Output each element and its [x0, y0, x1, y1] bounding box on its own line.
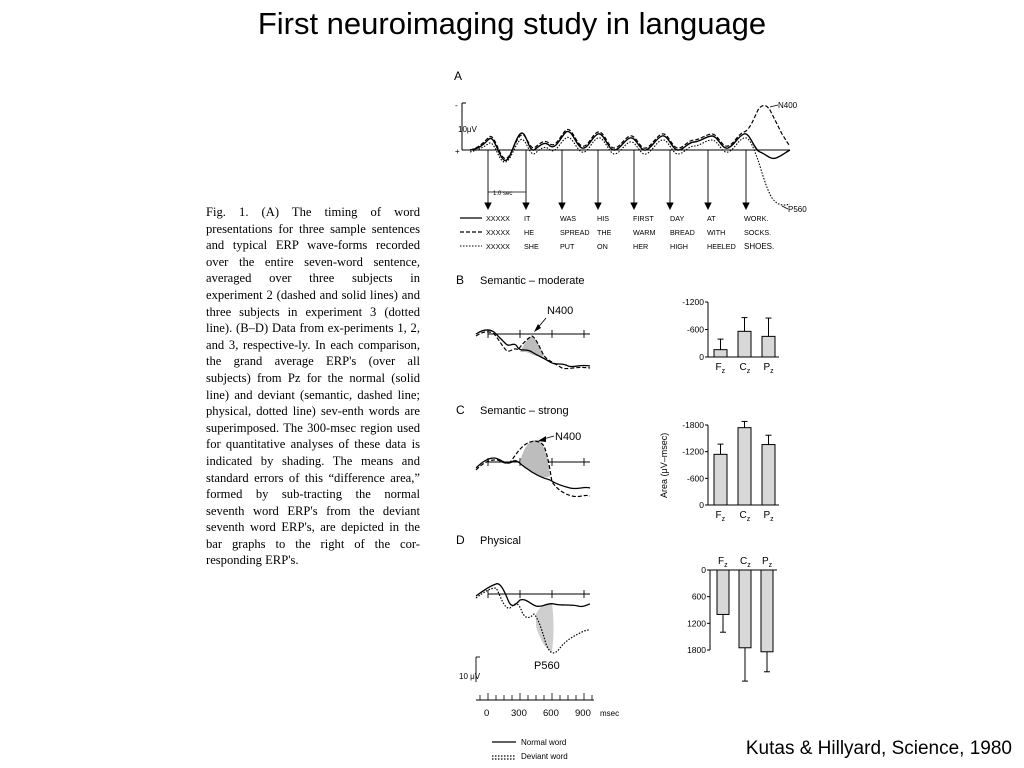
panel-d-title: Physical — [480, 535, 521, 547]
erp-tick-600: 600 — [543, 708, 559, 719]
word-onset-arrows — [485, 150, 749, 209]
svg-text:FIRST: FIRST — [633, 214, 654, 223]
svg-text:SPREAD: SPREAD — [560, 228, 590, 237]
area-axis-label: Area (μV–msec) — [659, 432, 669, 498]
svg-text:HER: HER — [633, 242, 649, 251]
erp-scale-label: 10 μV — [459, 672, 481, 681]
bar-tick-label: 0 — [699, 500, 704, 510]
svg-text:HIGH: HIGH — [670, 242, 688, 251]
legend-normal-word: Normal word — [521, 738, 567, 747]
svg-text:XXXXX: XXXXX — [486, 228, 510, 237]
panel-d-erp — [456, 533, 590, 672]
svg-text:DAY: DAY — [670, 214, 685, 223]
citation: Kutas & Hillyard, Science, 1980 — [745, 738, 1012, 759]
bar-category-label: $P_z$ — [763, 510, 774, 523]
bar-tick-label: 0 — [701, 565, 706, 575]
figure-caption: Fig. 1. (A) The timing of word presentations for three sample sentences and typical ERP wave-forms recorded over the entire seven-word sentence, averaged over three subjects in experiment 2 (dashed and solid lines) and three subjects in experiment 3 (dotted line). (B–D) Data from ex-periments 1, 2, and 3, respective-ly. In each comparison, the grand average ERP's (over all subjects) from Pz for the normal (solid line) and deviant (semantic, dashed line; physical, dotted line) sev-enth words are superimposed. The 300-msec region used for quantitative analyses of these data is indicated by shading. The means and standard errors of this “difference area,” formed by sub-tracting the normal seventh word ERP's from the deviant seventh word ERP's, are depicted in the bar graphs to the right of the cor-responding ERP's. — [206, 205, 420, 568]
bar-tick-label: -1200 — [682, 297, 704, 307]
bar-pz — [762, 336, 775, 357]
panel-c-erp — [456, 403, 590, 497]
plus-sign: + — [455, 147, 460, 156]
bar-pz — [762, 445, 775, 505]
panel-c-label: C — [456, 403, 465, 417]
erp-legend — [492, 738, 568, 761]
panel-b-label: B — [456, 273, 465, 287]
panel-b-erp — [456, 273, 590, 369]
waveform-dashed — [470, 106, 790, 159]
minus-sign: - — [455, 101, 458, 110]
svg-text:BREAD: BREAD — [670, 228, 695, 237]
bar-category-label: $F_z$ — [715, 510, 726, 523]
svg-text:WITH: WITH — [707, 228, 726, 237]
bar-tick-label: -600 — [686, 473, 704, 484]
n400-label: N400 — [778, 101, 798, 110]
svg-text:WORK.: WORK. — [744, 214, 769, 223]
waveform-dotted — [470, 137, 790, 205]
bar-category-label: $F_z$ — [718, 556, 728, 569]
svg-text:HIS: HIS — [597, 214, 609, 223]
erp-tick-0: 0 — [484, 708, 490, 719]
bar-tick-label: 0 — [699, 352, 704, 362]
panel-c-peak-label: N400 — [555, 431, 582, 443]
svg-text:SHOES.: SHOES. — [744, 242, 775, 251]
svg-text:IT: IT — [524, 214, 531, 223]
svg-text:AT: AT — [707, 214, 716, 223]
bar-category-label: $P_z$ — [763, 362, 774, 375]
panel-a — [454, 69, 807, 251]
panel-b-peak-label: N400 — [547, 305, 574, 317]
panel-d-label: D — [456, 533, 465, 547]
bar-category-label: $P_z$ — [762, 556, 773, 569]
bar-tick-label: 600 — [691, 591, 706, 602]
panel-d-peak-label: P560 — [534, 660, 560, 672]
bar-tick-label: 1800 — [687, 645, 706, 655]
scale-label: 10μV — [458, 125, 477, 134]
bar-category-label: $F_z$ — [715, 362, 726, 375]
bar-cz — [739, 570, 751, 648]
bar-cz — [738, 428, 751, 505]
bar-category-label: $C_z$ — [739, 362, 751, 375]
bar-category-label: $C_z$ — [740, 556, 751, 569]
bar-fz — [714, 454, 727, 505]
bar-chart-b — [682, 297, 779, 375]
svg-text:WAS: WAS — [560, 214, 577, 223]
bar-tick-label: 1200 — [687, 618, 706, 629]
bar-tick-label: -1800 — [682, 420, 704, 430]
bar-cz — [738, 331, 751, 357]
time-scale-label: 1.0 sec — [493, 191, 513, 197]
svg-text:HE: HE — [524, 228, 534, 237]
erp-unit: msec — [600, 709, 620, 718]
svg-text:XXXXX: XXXXX — [486, 242, 510, 251]
svg-text:ON: ON — [597, 242, 608, 251]
panel-a-label: A — [454, 69, 463, 83]
svg-text:THE: THE — [597, 228, 612, 237]
panel-b-title: Semantic – moderate — [480, 275, 585, 287]
svg-text:HEELED: HEELED — [707, 242, 736, 251]
bar-tick-label: -600 — [686, 324, 704, 335]
svg-text:SHE: SHE — [524, 242, 539, 251]
waveform-solid — [470, 131, 790, 160]
bar-chart-d — [687, 556, 777, 681]
svg-text:WARM: WARM — [633, 228, 656, 237]
bar-tick-label: -1200 — [682, 446, 704, 457]
panel-c-title: Semantic – strong — [480, 405, 569, 417]
bar-chart-c — [682, 420, 779, 523]
erp-tick-300: 300 — [511, 708, 527, 719]
word-table — [486, 214, 774, 251]
bar-category-label: $C_z$ — [739, 510, 751, 523]
svg-text:PUT: PUT — [560, 242, 575, 251]
bar-fz — [717, 570, 729, 614]
slide-title: First neuroimaging study in language — [257, 6, 767, 41]
p560-label: P560 — [788, 205, 807, 214]
erp-tick-900: 900 — [575, 708, 591, 719]
svg-text:SOCKS.: SOCKS. — [744, 228, 772, 237]
legend-deviant-word: Deviant word — [521, 752, 568, 761]
bar-fz — [714, 350, 727, 357]
bar-pz — [761, 570, 773, 652]
svg-text:XXXXX: XXXXX — [486, 214, 510, 223]
